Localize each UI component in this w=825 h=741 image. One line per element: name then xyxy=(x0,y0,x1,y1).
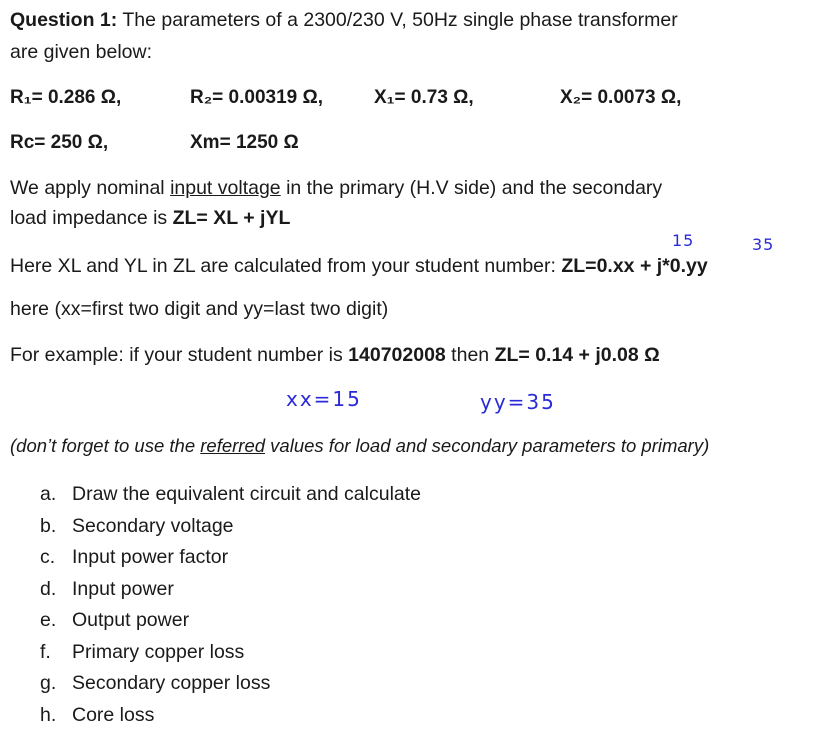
student-number-formula: ZL=0.xx + j*0.yy xyxy=(561,255,708,277)
list-item xyxy=(40,668,421,700)
apply-prefix: We apply nominal xyxy=(10,177,171,199)
example-middle: then xyxy=(445,344,495,366)
handwritten-yy: yy=35 xyxy=(480,390,556,414)
param-xm: Xm= 1250 Ω xyxy=(190,132,299,153)
list-item xyxy=(40,511,421,543)
task-text: Output power xyxy=(72,609,190,631)
apply-suffix: in the primary (H.V side) and the secondary xyxy=(280,177,663,199)
list-item xyxy=(40,542,421,574)
question-text-2: are given below: xyxy=(10,41,153,63)
question-text-1: The parameters of a 2300/230 V, 50Hz single phase transformer xyxy=(122,9,678,31)
question-label: Question 1: xyxy=(10,9,118,31)
task-letter: a. xyxy=(40,483,57,505)
task-letter: e. xyxy=(40,609,57,631)
handwritten-xx: xx=15 xyxy=(286,387,362,411)
param-r1: R₁= 0.286 Ω, xyxy=(10,87,122,108)
reminder-note xyxy=(10,434,709,458)
task-text: Secondary copper loss xyxy=(72,672,271,694)
task-list xyxy=(40,479,421,731)
handwritten-xx-digits: 15 xyxy=(672,231,695,250)
example-student-number: 140702008 xyxy=(348,344,446,366)
reminder-underlined: referred xyxy=(200,435,266,456)
apply-line-1 xyxy=(10,176,662,200)
task-letter: c. xyxy=(40,546,56,568)
param-rc: Rc= 250 Ω, xyxy=(10,132,109,153)
task-text: Secondary voltage xyxy=(72,514,234,537)
digits-note: here (xx=first two digit and yy=last two digit) xyxy=(10,298,389,320)
param-x1: X₁= 0.73 Ω, xyxy=(374,87,474,108)
task-letter: f. xyxy=(40,640,51,663)
task-text: Draw the equivalent circuit and calculate xyxy=(72,483,422,505)
here-line xyxy=(10,254,708,278)
task-letter: h. xyxy=(40,703,57,726)
list-item xyxy=(40,574,421,606)
example-prefix: For example: if your student number is xyxy=(10,344,349,366)
task-text: Primary copper loss xyxy=(72,640,245,663)
question-line-1 xyxy=(10,8,678,32)
apply-underlined: input voltage xyxy=(170,177,281,199)
here-text: Here XL and YL in ZL are calculated from your student number: xyxy=(10,255,562,277)
task-letter: b. xyxy=(40,514,57,537)
apply-line2-text: load impedance is xyxy=(10,207,173,229)
example-line xyxy=(10,343,660,367)
task-text: Input power factor xyxy=(72,546,229,568)
apply-line-2 xyxy=(10,206,290,230)
list-item xyxy=(40,700,421,732)
handwritten-yy-digits: 35 xyxy=(752,235,775,254)
param-r2: R₂= 0.00319 Ω, xyxy=(190,87,324,108)
task-letter: g. xyxy=(40,672,57,694)
list-item xyxy=(40,605,421,637)
list-item xyxy=(40,637,421,669)
reminder-suffix: values for load and secondary parameters to primary) xyxy=(265,435,710,456)
example-result: ZL= 0.14 + j0.08 Ω xyxy=(494,344,660,366)
load-impedance-formula: ZL= XL + jYL xyxy=(172,207,291,229)
task-text: Input power xyxy=(72,577,174,600)
list-item xyxy=(40,479,421,511)
task-text: Core loss xyxy=(72,703,155,726)
param-x2: X₂= 0.0073 Ω, xyxy=(560,87,682,108)
question-line-2 xyxy=(10,40,152,64)
task-letter: d. xyxy=(40,577,57,600)
reminder-prefix: (don’t forget to use the xyxy=(10,435,201,456)
